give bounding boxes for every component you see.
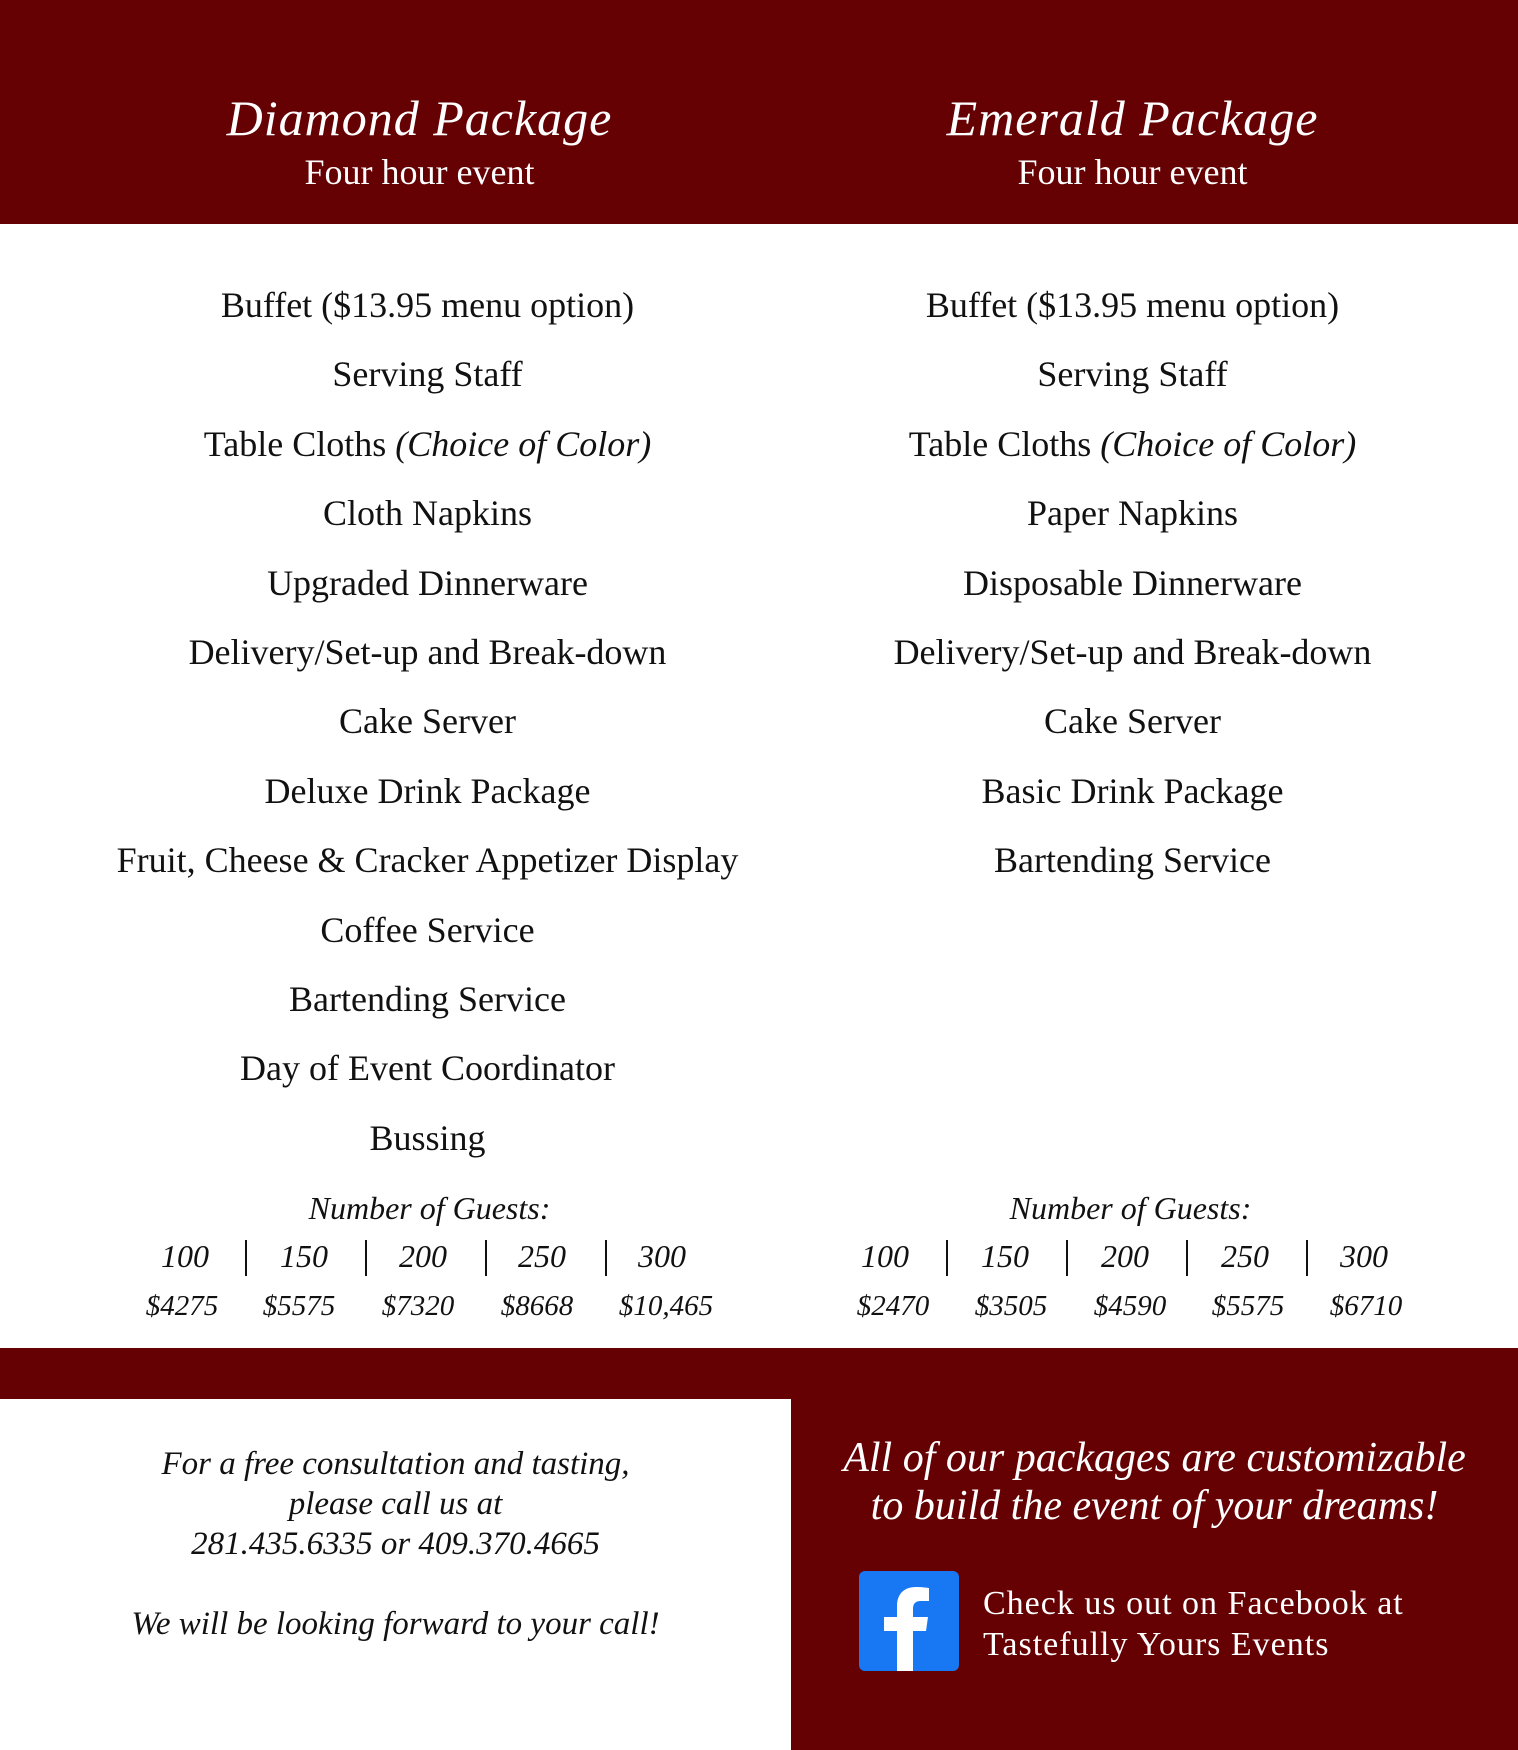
price: $4590 bbox=[1093, 1290, 1167, 1322]
guests-label: Number of Guests: bbox=[1009, 1190, 1252, 1226]
feature-item bbox=[48, 410, 807, 479]
facebook-line: Check us out on Facebook at bbox=[983, 1585, 1404, 1622]
feature-note: (Choice of Color) bbox=[1100, 423, 1357, 464]
feature-text: Delivery/Set-up and Break-down bbox=[893, 632, 1372, 673]
feature-text: Paper Napkins bbox=[1027, 493, 1238, 534]
emerald-prices bbox=[0, 1284, 1518, 1328]
contact-line: For a free consultation and tasting, bbox=[161, 1446, 630, 1482]
guest-count: 200 bbox=[399, 1238, 447, 1274]
emerald-feature-list bbox=[753, 271, 1512, 896]
diamond-feature-list bbox=[48, 271, 807, 1173]
slogan bbox=[791, 1434, 1518, 1530]
promo-panel bbox=[791, 1348, 1518, 1750]
package-title: Emerald Package bbox=[946, 90, 1319, 146]
feature-item bbox=[48, 479, 807, 548]
price: $4275 bbox=[145, 1290, 219, 1322]
guest-count: 150 bbox=[280, 1238, 328, 1274]
feature-item bbox=[48, 896, 807, 965]
emerald-guest-counts bbox=[0, 1234, 1518, 1282]
feature-text: Table Cloths bbox=[908, 423, 1101, 464]
facebook-icon[interactable] bbox=[859, 1571, 959, 1671]
feature-item bbox=[48, 618, 807, 687]
feature-item bbox=[48, 1034, 807, 1103]
guest-count: 100 bbox=[161, 1238, 209, 1274]
facebook-line: Tastefully Yours Events bbox=[983, 1626, 1330, 1663]
phone-numbers: 281.435.6335 or 409.370.4665 bbox=[191, 1526, 600, 1562]
feature-text: Bussing bbox=[369, 1117, 486, 1158]
slogan-line: All of our packages are customizable bbox=[843, 1435, 1466, 1481]
feature-item bbox=[48, 965, 807, 1034]
feature-text: Day of Event Coordinator bbox=[240, 1048, 615, 1089]
guest-count: 200 bbox=[1101, 1238, 1149, 1274]
feature-item bbox=[753, 479, 1512, 548]
feature-item bbox=[48, 340, 807, 409]
column-separator bbox=[1306, 1240, 1308, 1276]
diamond-package-header bbox=[40, 86, 799, 194]
feature-text: Cake Server bbox=[1044, 701, 1221, 742]
feature-text: Coffee Service bbox=[320, 909, 535, 950]
guests-label: Number of Guests: bbox=[308, 1190, 551, 1226]
feature-item bbox=[48, 549, 807, 618]
feature-text: Buffet ($13.95 menu option) bbox=[925, 285, 1340, 325]
feature-item bbox=[753, 271, 1512, 340]
feature-text: Fruit, Cheese & Cracker Appetizer Display bbox=[116, 840, 739, 881]
feature-text: Delivery/Set-up and Break-down bbox=[188, 632, 667, 673]
price: $10,465 bbox=[618, 1290, 714, 1322]
price: $2470 bbox=[856, 1290, 930, 1322]
guest-count: 100 bbox=[861, 1238, 909, 1274]
closing-line: We will be looking forward to your call! bbox=[131, 1606, 660, 1642]
price: $5575 bbox=[262, 1290, 336, 1322]
feature-item bbox=[753, 618, 1512, 687]
package-subtitle: Four hour event bbox=[1017, 152, 1248, 192]
feature-text: Disposable Dinnerware bbox=[963, 562, 1302, 603]
guest-count: 250 bbox=[1221, 1238, 1269, 1274]
column-separator bbox=[946, 1240, 948, 1276]
guest-count: 150 bbox=[981, 1238, 1029, 1274]
feature-text: Buffet ($13.95 menu option) bbox=[220, 285, 635, 325]
package-title: Diamond Package bbox=[226, 90, 613, 146]
guest-count: 300 bbox=[638, 1238, 686, 1274]
feature-note: (Choice of Color) bbox=[395, 423, 652, 464]
feature-item bbox=[48, 271, 807, 340]
feature-text: Cloth Napkins bbox=[322, 493, 532, 534]
feature-item bbox=[753, 687, 1512, 756]
feature-item bbox=[753, 410, 1512, 479]
guest-count: 250 bbox=[518, 1238, 566, 1274]
feature-text: Bartending Service bbox=[994, 840, 1271, 881]
facebook-link[interactable] bbox=[983, 1583, 1404, 1665]
feature-item bbox=[753, 340, 1512, 409]
price: $8668 bbox=[500, 1290, 574, 1322]
feature-text: Table Cloths bbox=[203, 423, 396, 464]
price: $7320 bbox=[381, 1290, 455, 1322]
feature-item bbox=[753, 549, 1512, 618]
contact-info bbox=[0, 1444, 791, 1644]
column-separator bbox=[1066, 1240, 1068, 1276]
feature-text: Serving Staff bbox=[1037, 354, 1228, 395]
feature-item bbox=[753, 826, 1512, 895]
feature-item bbox=[753, 757, 1512, 826]
contact-line: please call us at bbox=[288, 1486, 503, 1522]
feature-text: Bartending Service bbox=[289, 979, 566, 1020]
price: $6710 bbox=[1329, 1290, 1403, 1322]
slogan-line: to build the event of your dreams! bbox=[870, 1483, 1439, 1529]
emerald-package-header bbox=[753, 86, 1512, 194]
feature-item bbox=[48, 757, 807, 826]
price: $5575 bbox=[1211, 1290, 1285, 1322]
feature-text: Upgraded Dinnerware bbox=[267, 562, 588, 603]
feature-text: Basic Drink Package bbox=[981, 770, 1284, 811]
feature-item bbox=[48, 826, 807, 895]
feature-text: Serving Staff bbox=[332, 354, 523, 395]
package-subtitle: Four hour event bbox=[304, 152, 535, 192]
feature-text: Deluxe Drink Package bbox=[264, 770, 591, 811]
feature-text: Cake Server bbox=[339, 701, 516, 742]
guest-count: 300 bbox=[1340, 1238, 1388, 1274]
price: $3505 bbox=[974, 1290, 1048, 1322]
column-separator bbox=[1186, 1240, 1188, 1276]
feature-item bbox=[48, 687, 807, 756]
feature-item bbox=[48, 1104, 807, 1173]
